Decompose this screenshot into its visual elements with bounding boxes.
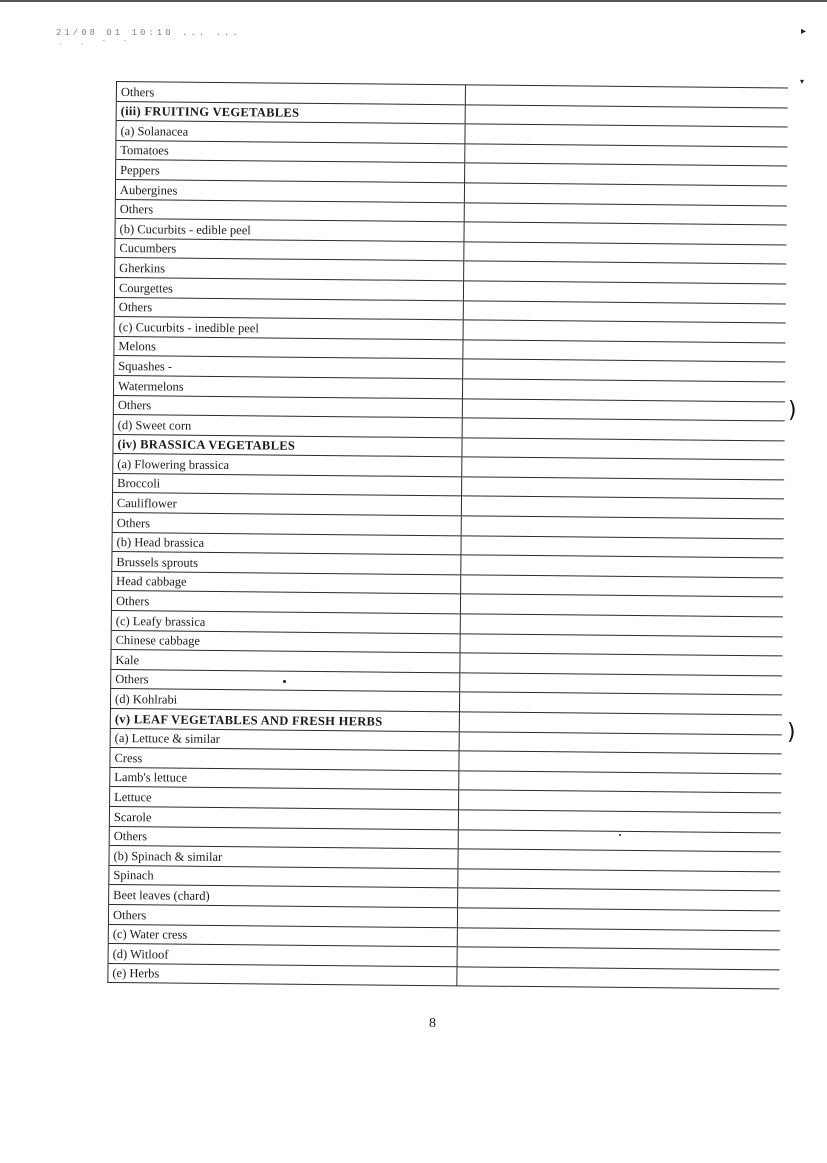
- fax-transmission-header: 21/08 01 10:10 ... ...: [56, 28, 241, 38]
- crop-label-cell: Aubergines: [115, 179, 464, 202]
- residue-table-wrapper: [107, 81, 788, 990]
- crop-label-cell: Courgettes: [114, 277, 463, 300]
- crop-label-cell: Others: [112, 513, 461, 536]
- crop-label-cell: Others: [115, 199, 464, 222]
- crop-label-cell: Kale: [111, 650, 460, 673]
- section-heading-cell: (iv) BRASSICA VEGETABLES: [113, 434, 462, 457]
- scan-speck: [619, 834, 621, 836]
- crop-label-cell: Others: [116, 82, 465, 105]
- crop-label-cell: (c) Water cress: [108, 924, 457, 947]
- crop-label-cell: Peppers: [116, 160, 465, 183]
- scan-speck-top-right: ▸: [801, 26, 807, 37]
- crop-label-cell: Others: [114, 297, 463, 320]
- crop-label-cell: Others: [113, 395, 462, 418]
- crop-label-cell: Chinese cabbage: [111, 630, 460, 653]
- crop-label-cell: Melons: [114, 336, 463, 359]
- crop-label-cell: (d) Kohlrabi: [110, 689, 459, 712]
- crop-label-cell: Tomatoes: [116, 140, 465, 163]
- fax-header-noise: · · ˇ ˇ: [58, 40, 134, 49]
- table-body: [108, 82, 788, 990]
- crop-label-cell: (a) Lettuce & similar: [110, 728, 459, 751]
- section-heading-cell: (iii) FRUITING VEGETABLES: [116, 101, 465, 124]
- crop-label-cell: Beet leaves (chard): [109, 885, 458, 908]
- crop-label-cell: Lettuce: [110, 787, 459, 810]
- crop-label-cell: Watermelons: [113, 375, 462, 398]
- crop-label-cell: Lamb's lettuce: [110, 767, 459, 790]
- page-top-edge: [0, 0, 827, 2]
- crop-label-cell: Others: [109, 826, 458, 849]
- crop-classification-table: [107, 81, 788, 990]
- crop-label-cell: Scarole: [109, 806, 458, 829]
- crop-label-cell: Others: [111, 669, 460, 692]
- crop-label-cell: Head cabbage: [112, 571, 461, 594]
- binder-hole-mark-upper: ): [788, 398, 797, 423]
- crop-label-cell: (a) Flowering brassica: [113, 454, 462, 477]
- crop-label-cell: (c) Cucurbits - inedible peel: [114, 317, 463, 340]
- crop-label-cell: Cucumbers: [115, 238, 464, 261]
- crop-label-cell: (b) Cucurbits - edible peel: [115, 219, 464, 242]
- crop-label-cell: (b) Spinach & similar: [109, 846, 458, 869]
- section-heading-cell: (v) LEAF VEGETABLES AND FRESH HERBS: [110, 708, 459, 731]
- scan-speck-right: ▾: [800, 77, 805, 86]
- scan-speck: [283, 680, 286, 683]
- crop-label-cell: (d) Witloof: [108, 944, 457, 967]
- crop-label-cell: (e) Herbs: [108, 963, 457, 986]
- crop-label-cell: (a) Solanacea: [116, 121, 465, 144]
- crop-label-cell: Brussels sprouts: [112, 552, 461, 575]
- crop-label-cell: Others: [108, 904, 457, 927]
- crop-label-cell: Others: [111, 591, 460, 614]
- crop-label-cell: Broccoli: [113, 473, 462, 496]
- crop-label-cell: Squashes -: [114, 356, 463, 379]
- crop-label-cell: (c) Leafy brassica: [111, 611, 460, 634]
- crop-label-cell: Gherkins: [115, 258, 464, 281]
- crop-label-cell: (b) Head brassica: [112, 532, 461, 555]
- binder-hole-mark-lower: ): [787, 720, 796, 745]
- crop-label-cell: Cauliflower: [112, 493, 461, 516]
- crop-label-cell: Cress: [110, 748, 459, 771]
- crop-label-cell: (d) Sweet corn: [113, 415, 462, 438]
- crop-label-cell: Spinach: [109, 865, 458, 888]
- empty-value-cell: [457, 967, 780, 990]
- page-number: 8: [429, 1016, 436, 1031]
